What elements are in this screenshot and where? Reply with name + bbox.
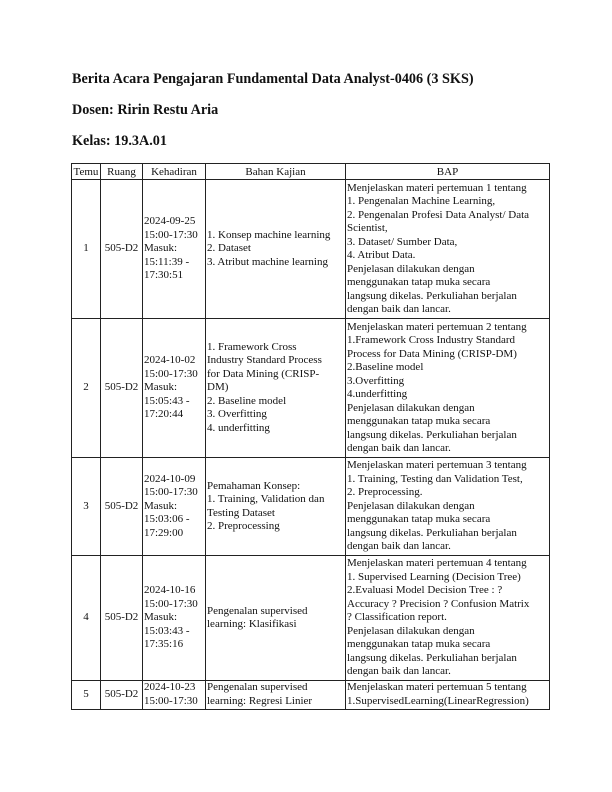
kehadiran-line: 2024-10-23 [144, 681, 196, 693]
kehadiran-line: Masuk: [144, 499, 177, 512]
kehadiran-line: 2024-10-09 [144, 472, 196, 485]
bahan-line: Pengenalan supervised [207, 681, 308, 693]
table-row [72, 180, 550, 319]
kehadiran-line: Masuk: [144, 242, 177, 255]
bap-line: 1.Framework Cross Industry Standard [347, 334, 516, 346]
cell-temu: 4 [72, 556, 101, 681]
cell-temu: 3 [72, 458, 101, 556]
cell-ruang: 505-D2 [101, 180, 143, 319]
bap-line: dengan baik dan lancar. [347, 665, 451, 678]
table-header-row [72, 164, 550, 180]
kehadiran-line: 15:11:39 - [144, 255, 190, 268]
bap-line: Penjelasan dilakukan dengan [347, 262, 475, 275]
bahan-line: 1. Konsep machine learning [207, 228, 331, 241]
cell-ruang: 505-D2 [101, 556, 143, 681]
bap-line: Menjelaskan materi pertemuan 1 tentang [347, 181, 527, 194]
kehadiran-line: 15:00-17:30 [144, 486, 198, 499]
bahan-line: for Data Mining (CRISP- [207, 367, 320, 380]
bahan-line: 2. Baseline model [207, 394, 287, 407]
bap-line: 4.underfitting [347, 388, 408, 400]
kehadiran-line: Masuk: [144, 381, 177, 394]
cell-bap [346, 319, 550, 458]
bahan-line: 2. Dataset [207, 242, 251, 255]
kehadiran-line: 15:00-17:30 [144, 597, 198, 610]
cell-temu: 5 [72, 681, 101, 710]
cell-bahan-kajian [206, 681, 346, 710]
kehadiran-line: 15:00-17:30 [144, 367, 198, 380]
table-row [72, 556, 550, 681]
kehadiran-line: 2024-09-25 [144, 215, 196, 228]
bap-line: 3.Overfitting [347, 374, 405, 387]
kehadiran-line: 15:03:06 - [144, 513, 190, 526]
bap-line: menggunakan tatap muka secara [347, 513, 491, 526]
bap-line: 1. Training, Testing dan Validation Test, [347, 472, 523, 485]
cell-kehadiran [143, 458, 206, 556]
bap-line: ? Classification report. [347, 611, 447, 624]
bap-line: langsung dikelas. Perkuliahan berjalan [347, 428, 517, 441]
bahan-line: DM) [207, 381, 229, 394]
bahan-line: 1. Framework Cross [207, 340, 297, 353]
column-header-ruang: Ruang [101, 164, 143, 180]
cell-bap [346, 556, 550, 681]
attendance-table [71, 163, 550, 710]
kehadiran-line: 17:30:51 [144, 269, 184, 282]
bap-line: menggunakan tatap muka secara [347, 638, 491, 651]
bap-line: Scientist, [347, 222, 388, 234]
cell-bahan-kajian [206, 319, 346, 458]
bap-line: Menjelaskan materi pertemuan 4 tentang [347, 557, 527, 570]
class-name: Kelas: 19.3A.01 [72, 133, 167, 149]
cell-temu: 2 [72, 319, 101, 458]
cell-bahan-kajian [206, 180, 346, 319]
bap-line: 2. Preprocessing. [347, 486, 423, 499]
bap-line: Process for Data Mining (CRISP-DM) [347, 347, 517, 360]
column-header-bap: BAP [346, 164, 550, 180]
bap-line: langsung dikelas. Perkuliahan berjalan [347, 289, 517, 302]
bap-line: dengan baik dan lancar. [347, 442, 451, 454]
bap-line: menggunakan tatap muka secara [347, 415, 491, 427]
bahan-line: 2. Preprocessing [207, 520, 280, 532]
bap-line: Menjelaskan materi pertemuan 2 tentang [347, 320, 527, 333]
cell-bap [346, 681, 550, 710]
bahan-line: Industry Standard Process [207, 354, 322, 367]
cell-kehadiran [143, 319, 206, 458]
cell-ruang: 505-D2 [101, 319, 143, 458]
cell-kehadiran [143, 556, 206, 681]
bap-line: langsung dikelas. Perkuliahan berjalan [347, 526, 517, 539]
bap-line: Menjelaskan materi pertemuan 3 tentang [347, 459, 527, 472]
bap-line: 1.SupervisedLearning(LinearRegression) [347, 694, 529, 707]
bap-line: 2.Evaluasi Model Decision Tree : ? [347, 584, 503, 597]
bap-line: Menjelaskan materi pertemuan 5 tentang [347, 681, 527, 693]
kehadiran-line: 15:05:43 - [144, 394, 190, 407]
bap-line: langsung dikelas. Perkuliahan berjalan [347, 651, 517, 664]
bahan-line: Testing Dataset [207, 506, 275, 519]
bap-line: dengan baik dan lancar. [347, 540, 451, 553]
bap-line: 3. Dataset/ Sumber Data, [347, 235, 458, 248]
bap-line: Penjelasan dilakukan dengan [347, 499, 475, 512]
cell-kehadiran [143, 180, 206, 319]
kehadiran-line: 17:35:16 [144, 638, 184, 651]
kehadiran-line: 2024-10-16 [144, 584, 196, 597]
cell-bap [346, 458, 550, 556]
table-body [72, 180, 550, 710]
kehadiran-line: 2024-10-02 [144, 354, 196, 367]
bap-line: Penjelasan dilakukan dengan [347, 624, 475, 637]
bahan-line: Pengenalan supervised [207, 604, 308, 617]
cell-kehadiran [143, 681, 206, 710]
bap-line: Accuracy ? Precision ? Confusion Matrix [347, 597, 530, 610]
bahan-line: Pemahaman Konsep: [207, 479, 301, 492]
cell-ruang: 505-D2 [101, 681, 143, 710]
kehadiran-line: Masuk: [144, 611, 177, 624]
column-header-bahan-kajian: Bahan Kajian [206, 164, 346, 180]
kehadiran-line: 17:29:00 [144, 526, 184, 539]
bahan-line: 3. Atribut machine learning [207, 255, 328, 268]
table-row [72, 681, 550, 710]
table-row [72, 319, 550, 458]
bahan-line: 1. Training, Validation dan [207, 493, 325, 505]
bap-line: 2. Pengenalan Profesi Data Analyst/ Data [347, 208, 530, 221]
kehadiran-line: 15:00-17:30 [144, 228, 198, 241]
kehadiran-line: 15:00-17:30 [144, 694, 198, 707]
document-title: Berita Acara Pengajaran Fundamental Data Analyst-0406 (3 SKS) [72, 71, 474, 87]
cell-temu: 1 [72, 180, 101, 319]
bap-line: menggunakan tatap muka secara [347, 276, 491, 288]
bahan-line: learning: Klasifikasi [207, 618, 297, 630]
column-header-kehadiran: Kehadiran [143, 164, 206, 180]
bap-line: 2.Baseline model [347, 361, 424, 373]
bahan-line: 3. Overfitting [207, 408, 267, 421]
lecturer-name: Dosen: Ririn Restu Aria [72, 102, 219, 118]
bap-line: dengan baik dan lancar. [347, 303, 451, 315]
bap-line: 1. Pengenalan Machine Learning, [347, 195, 496, 207]
bap-line: 4. Atribut Data. [347, 249, 416, 261]
kehadiran-line: 15:03:43 - [144, 624, 190, 637]
bap-line: Penjelasan dilakukan dengan [347, 401, 475, 414]
kehadiran-line: 17:20:44 [144, 408, 184, 421]
table-row [72, 458, 550, 556]
bahan-line: 4. underfitting [207, 421, 270, 434]
bahan-line: learning: Regresi Linier [207, 694, 313, 707]
bap-line: 1. Supervised Learning (Decision Tree) [347, 570, 521, 583]
cell-bahan-kajian [206, 458, 346, 556]
cell-bap [346, 180, 550, 319]
cell-ruang: 505-D2 [101, 458, 143, 556]
column-header-temu: Temu [72, 164, 101, 180]
cell-bahan-kajian [206, 556, 346, 681]
